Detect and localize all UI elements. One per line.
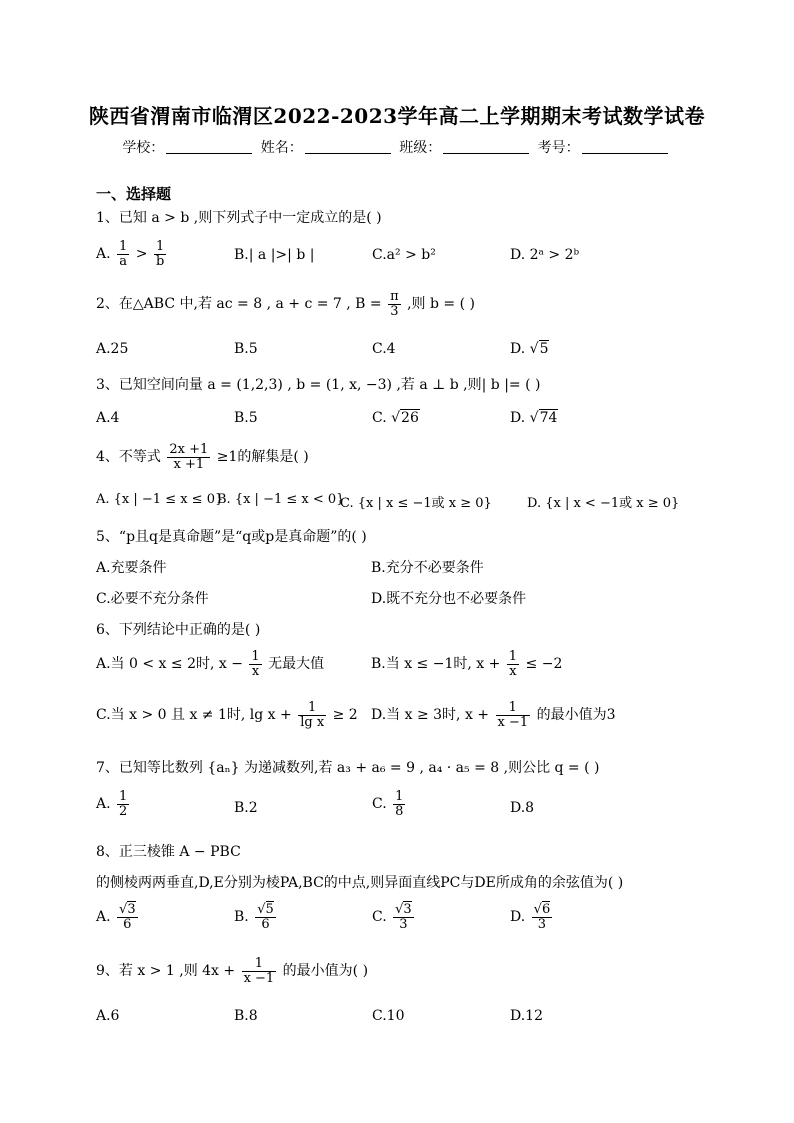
fraction bbox=[117, 903, 138, 931]
option-label: A. bbox=[96, 909, 111, 926]
q3-option-d bbox=[510, 410, 558, 426]
denominator: x bbox=[509, 663, 517, 679]
denominator: 2 bbox=[119, 803, 128, 819]
student-info-row bbox=[0, 137, 794, 157]
school-label: 学校： bbox=[122, 140, 165, 156]
q3-option-b: B.5 bbox=[234, 410, 258, 426]
option-text: C.当 x > 0 且 x ≠ 1时, lg x + bbox=[96, 707, 292, 724]
fraction bbox=[242, 957, 277, 985]
numerator: 1 bbox=[242, 957, 277, 972]
q3-option-c bbox=[372, 410, 420, 426]
q7-option-b: B.2 bbox=[234, 800, 258, 816]
denominator: x bbox=[251, 663, 260, 679]
q1-option-c: C.a² > b² bbox=[372, 247, 436, 263]
numerator: 1 bbox=[298, 701, 326, 716]
q6-option-d bbox=[371, 701, 616, 729]
q7-option-a bbox=[96, 790, 131, 818]
fraction bbox=[507, 650, 519, 678]
q3-option-a: A.4 bbox=[96, 410, 120, 426]
option-text: 的最小值为3 bbox=[536, 707, 616, 724]
numerator: 1 bbox=[251, 649, 260, 664]
q8-option-d bbox=[510, 903, 554, 931]
fraction bbox=[393, 790, 405, 818]
denominator: a bbox=[119, 253, 128, 269]
numerator: √6 bbox=[533, 902, 551, 917]
class-label: 班级： bbox=[399, 140, 442, 156]
q2-option-a: A.25 bbox=[96, 341, 129, 357]
option-label: D. bbox=[510, 341, 526, 357]
numerator: 1 bbox=[508, 649, 518, 664]
sqrt: √26 bbox=[391, 410, 419, 426]
fraction bbox=[249, 650, 261, 678]
q1-option-b: B.| a |>| b | bbox=[234, 247, 315, 263]
q2-option-b: B.5 bbox=[234, 341, 258, 357]
radicand: 5 bbox=[539, 341, 549, 357]
q8-stem-line2: 的侧棱两两垂直,D,E分别为棱PA,BC的中点,则异面直线PC与DE所成角的余弦值为( ) bbox=[96, 875, 624, 891]
q9-option-a: A.6 bbox=[96, 1008, 120, 1024]
option-text: ≥ 2 bbox=[332, 707, 358, 724]
radicand: 5 bbox=[265, 902, 274, 917]
denominator: 6 bbox=[261, 916, 270, 932]
stem-text: 4、不等式 bbox=[96, 449, 161, 466]
q4-option-d: D. {x | x < −1或 x ≥ 0} bbox=[527, 496, 680, 511]
stem-text: 的最小值为( ) bbox=[282, 963, 369, 980]
fraction bbox=[255, 903, 276, 931]
denominator: 3 bbox=[537, 916, 547, 932]
denominator: 3 bbox=[390, 303, 399, 319]
q2-option-d bbox=[510, 341, 549, 357]
radicand: 74 bbox=[539, 410, 558, 426]
q9-option-c: C.10 bbox=[372, 1008, 405, 1024]
q1-stem: 1、已知 a > b ,则下列式子中一定成立的是( ) bbox=[96, 210, 382, 226]
fraction bbox=[496, 701, 531, 729]
section-title: 一、选择题 bbox=[96, 185, 172, 203]
radicand: 6 bbox=[541, 902, 551, 917]
fraction bbox=[298, 701, 326, 729]
denominator: x −1 bbox=[497, 714, 529, 730]
q5-option-c: C.必要不充分条件 bbox=[96, 591, 209, 607]
numerator: √3 bbox=[395, 902, 412, 917]
sqrt: √74 bbox=[529, 410, 558, 426]
q4-stem bbox=[96, 443, 309, 471]
numerator: 2x +1 bbox=[169, 442, 209, 457]
numerator: 1 bbox=[154, 240, 166, 255]
q6-option-b bbox=[371, 650, 562, 678]
operator: > bbox=[135, 246, 148, 263]
option-text: ≤ −2 bbox=[525, 656, 563, 673]
denominator: b bbox=[155, 253, 165, 269]
school-blank bbox=[166, 139, 252, 154]
q8-option-a bbox=[96, 903, 140, 931]
stem-text: 2、在△ABC 中,若 ac = 8 , a + c = 7 , B = bbox=[96, 296, 382, 313]
q7-option-d: D.8 bbox=[510, 800, 535, 816]
numerator: 1 bbox=[395, 789, 404, 804]
fraction bbox=[532, 903, 553, 931]
option-label: D. bbox=[510, 410, 526, 426]
q3-stem: 3、已知空间向量 a = (1,2,3) , b = (1, x, −3) ,若 a ⊥ b ,则| b |= ( ) bbox=[96, 377, 541, 393]
option-text: 无最大值 bbox=[268, 656, 325, 673]
exam-title: 陕西省渭南市临渭区2022-2023学年高二上学期期末考试数学试卷 bbox=[88, 104, 706, 128]
option-label: C. bbox=[372, 410, 387, 426]
radicand: 3 bbox=[127, 902, 136, 917]
q2-option-c: C.4 bbox=[372, 341, 396, 357]
denominator: 3 bbox=[399, 916, 408, 932]
option-label: C. bbox=[372, 909, 387, 926]
q9-option-d: D.12 bbox=[510, 1008, 543, 1024]
radicand: 3 bbox=[403, 902, 412, 917]
fraction bbox=[393, 903, 414, 931]
q6-stem: 6、下列结论中正确的是( ) bbox=[96, 622, 261, 638]
numerator: 1 bbox=[119, 789, 128, 804]
q5-stem: 5、“p且q是真命题”是“q或p是真命题”的( ) bbox=[96, 529, 367, 545]
option-label: B. bbox=[234, 909, 249, 926]
fraction bbox=[117, 790, 129, 818]
fraction bbox=[154, 240, 166, 268]
q5-option-a: A.充要条件 bbox=[96, 560, 167, 576]
q7-stem: 7、已知等比数列 {aₙ} 为递减数列,若 a₃ + a₆ = 9 , a₄ · a₅ = 8 ,则公比 q = ( ) bbox=[96, 760, 600, 776]
stem-text: 9、若 x > 1 ,则 4x + bbox=[96, 963, 236, 980]
name-blank bbox=[305, 139, 391, 154]
q1-option-a bbox=[96, 240, 168, 268]
q9-option-b: B.8 bbox=[234, 1008, 258, 1024]
numerator: π bbox=[390, 289, 399, 304]
sqrt: √5 bbox=[529, 341, 549, 357]
q5-option-d: D.既不充分也不必要条件 bbox=[371, 591, 527, 607]
q7-option-c bbox=[372, 790, 407, 818]
option-label: D. bbox=[510, 909, 526, 926]
class-blank bbox=[443, 139, 529, 154]
denominator: lg x bbox=[300, 714, 325, 730]
q9-stem bbox=[96, 957, 368, 985]
fraction bbox=[388, 290, 401, 318]
name-label: 姓名： bbox=[260, 140, 303, 156]
numerator: √3 bbox=[119, 902, 136, 917]
denominator: x −1 bbox=[243, 970, 275, 986]
q1-option-d: D. 2ᵃ > 2ᵇ bbox=[510, 247, 580, 263]
q6-option-c bbox=[96, 701, 358, 729]
q8-option-c bbox=[372, 903, 416, 931]
numerator: 1 bbox=[496, 701, 531, 716]
number-blank bbox=[582, 139, 668, 154]
denominator: 6 bbox=[123, 916, 132, 932]
q8-option-b bbox=[234, 903, 278, 931]
q2-stem bbox=[96, 290, 475, 318]
stem-text: ≥1的解集是( ) bbox=[216, 449, 309, 466]
numerator: 1 bbox=[119, 239, 128, 254]
option-label: A. bbox=[96, 246, 111, 263]
q4-option-a: A. {x | −1 ≤ x ≤ 0} bbox=[96, 492, 224, 507]
numerator: √5 bbox=[257, 902, 274, 917]
option-text: D.当 x ≥ 3时, x + bbox=[371, 707, 490, 724]
option-label: C. bbox=[372, 796, 387, 813]
q8-stem-line1: 8、正三棱锥 A − PBC bbox=[96, 844, 241, 860]
radicand: 26 bbox=[401, 410, 419, 426]
stem-text: ,则 b = ( ) bbox=[407, 296, 475, 313]
option-text: A.当 0 < x ≤ 2时, x − bbox=[96, 656, 243, 673]
fraction bbox=[167, 443, 210, 471]
number-label: 考号： bbox=[537, 140, 580, 156]
denominator: x +1 bbox=[173, 456, 205, 472]
option-label: A. bbox=[96, 796, 111, 813]
q5-option-b: B.充分不必要条件 bbox=[371, 560, 484, 576]
q4-option-c: C. {x | x ≤ −1或 x ≥ 0} bbox=[340, 496, 492, 511]
fraction bbox=[117, 240, 129, 268]
q6-option-a bbox=[96, 650, 324, 678]
q4-option-b: B. {x | −1 ≤ x < 0} bbox=[217, 492, 345, 507]
denominator: 8 bbox=[395, 803, 404, 819]
option-text: B.当 x ≤ −1时, x + bbox=[371, 656, 501, 673]
